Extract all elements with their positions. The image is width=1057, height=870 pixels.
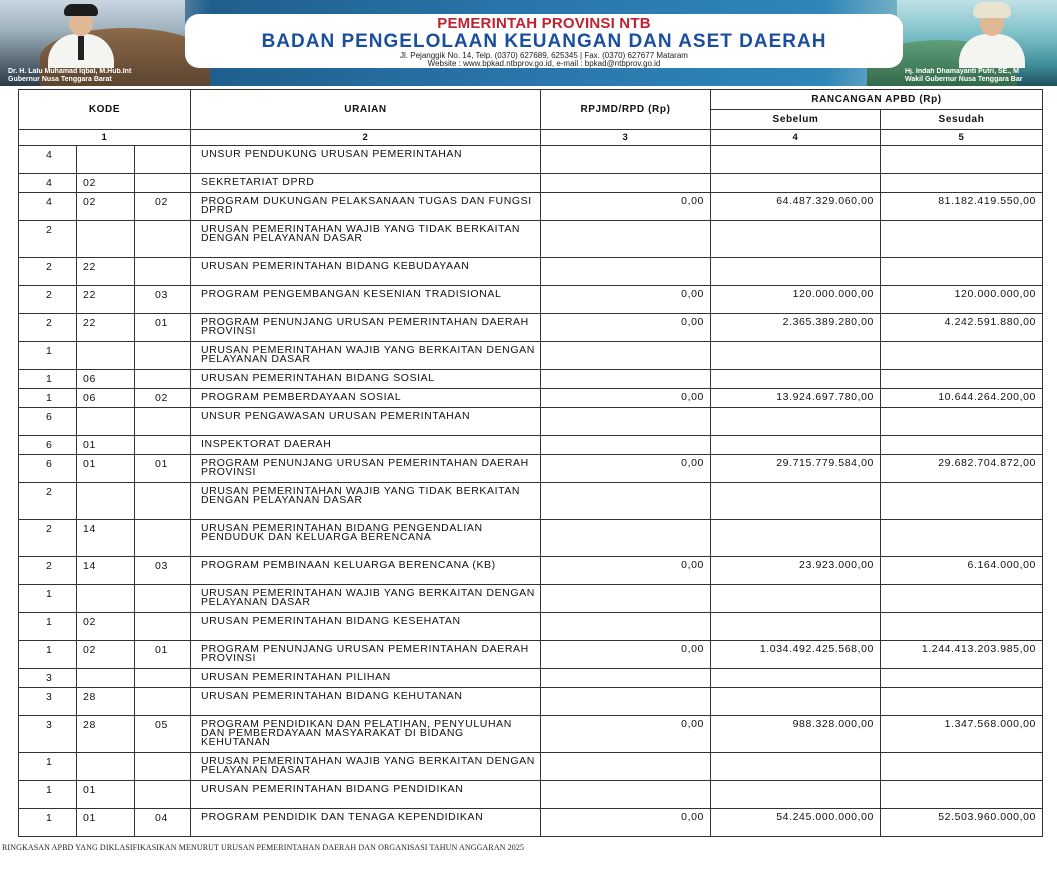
sebelum-cell: 29.715.779.584,00	[711, 455, 881, 483]
rpjmd-cell: 0,00	[541, 286, 711, 314]
kode-bidang: 14	[77, 557, 135, 585]
sebelum-cell	[711, 174, 881, 193]
kode-urusan: 2	[19, 520, 77, 557]
rpjmd-cell	[541, 781, 711, 809]
kode-bidang: 14	[77, 520, 135, 557]
rpjmd-cell	[541, 613, 711, 641]
kode-urusan: 1	[19, 809, 77, 837]
sebelum-cell: 23.923.000,00	[711, 557, 881, 585]
kode-bidang	[77, 669, 135, 688]
kode-bidang: 01	[77, 455, 135, 483]
kode-bidang: 06	[77, 370, 135, 389]
kode-urusan: 1	[19, 389, 77, 408]
rpjmd-cell: 0,00	[541, 314, 711, 342]
kode-bidang	[77, 146, 135, 174]
uraian-cell: URUSAN PEMERINTAHAN BIDANG SOSIAL	[191, 370, 541, 389]
kode-program	[135, 585, 191, 613]
sesudah-cell	[881, 585, 1043, 613]
sebelum-cell: 988.328.000,00	[711, 716, 881, 753]
sesudah-cell	[881, 520, 1043, 557]
rpjmd-cell: 0,00	[541, 641, 711, 669]
kode-bidang: 06	[77, 389, 135, 408]
kode-bidang: 28	[77, 716, 135, 753]
rpjmd-cell	[541, 258, 711, 286]
agency-website: Website : www.bpkad.ntbprov.go.id, e-mail : bpkad@ntbprov.go.id	[427, 59, 661, 68]
header-number-2: 2	[191, 130, 541, 146]
table-row	[19, 408, 1043, 436]
kode-bidang: 02	[77, 174, 135, 193]
rpjmd-cell	[541, 370, 711, 389]
vice-governor-photo	[955, 2, 1029, 66]
kode-program	[135, 688, 191, 716]
kode-urusan: 1	[19, 613, 77, 641]
kode-bidang: 01	[77, 809, 135, 837]
rpjmd-cell	[541, 483, 711, 520]
apbd-table-body	[19, 146, 1043, 837]
rpjmd-cell	[541, 146, 711, 174]
table-row	[19, 193, 1043, 221]
rpjmd-cell: 0,00	[541, 557, 711, 585]
kode-bidang	[77, 585, 135, 613]
kode-program: 01	[135, 314, 191, 342]
kode-bidang: 22	[77, 286, 135, 314]
sebelum-cell	[711, 436, 881, 455]
sesudah-cell	[881, 483, 1043, 520]
table-row	[19, 585, 1043, 613]
rpjmd-cell	[541, 520, 711, 557]
kode-urusan: 1	[19, 370, 77, 389]
rpjmd-cell: 0,00	[541, 193, 711, 221]
sebelum-cell	[711, 585, 881, 613]
kode-urusan: 6	[19, 455, 77, 483]
kode-bidang	[77, 753, 135, 781]
header-rancangan: RANCANGAN APBD (Rp)	[711, 90, 1043, 110]
kode-urusan: 2	[19, 557, 77, 585]
uraian-cell: PROGRAM PENGEMBANGAN KESENIAN TRADISIONAL	[191, 286, 541, 314]
table-row	[19, 342, 1043, 370]
rpjmd-cell	[541, 221, 711, 258]
kode-bidang: 02	[77, 613, 135, 641]
sebelum-cell	[711, 146, 881, 174]
table-row	[19, 809, 1043, 837]
kode-urusan: 1	[19, 342, 77, 370]
table-row	[19, 174, 1043, 193]
uraian-cell: INSPEKTORAT DAERAH	[191, 436, 541, 455]
kode-program	[135, 436, 191, 455]
table-row	[19, 258, 1043, 286]
governor-name: Dr. H. Lalu Muhamad Iqbal, M.Hub.Int	[8, 68, 132, 75]
agency-title-box	[185, 14, 903, 68]
kode-bidang: 02	[77, 641, 135, 669]
table-row	[19, 753, 1043, 781]
header-number-3: 3	[541, 130, 711, 146]
sebelum-cell: 54.245.000.000,00	[711, 809, 881, 837]
rpjmd-cell	[541, 436, 711, 455]
kode-program	[135, 258, 191, 286]
uraian-cell: PROGRAM DUKUNGAN PELAKSANAAN TUGAS DAN FUNGSI DPRD	[191, 193, 541, 221]
kode-program	[135, 370, 191, 389]
sesudah-cell: 1.347.568.000,00	[881, 716, 1043, 753]
header-banner	[0, 0, 1057, 86]
sesudah-cell	[881, 753, 1043, 781]
sesudah-cell	[881, 436, 1043, 455]
sesudah-cell	[881, 174, 1043, 193]
sesudah-cell	[881, 669, 1043, 688]
kode-program: 03	[135, 557, 191, 585]
sesudah-cell: 1.244.413.203.985,00	[881, 641, 1043, 669]
kode-program: 04	[135, 809, 191, 837]
kode-program	[135, 520, 191, 557]
table-row	[19, 688, 1043, 716]
sesudah-cell: 4.242.591.880,00	[881, 314, 1043, 342]
kode-program	[135, 781, 191, 809]
agency-address: Jl. Pejanggik No. 14, Telp. (0370) 627689, 625345 | Fax. (0370) 627677 Mataram	[400, 51, 688, 60]
kode-program: 02	[135, 193, 191, 221]
uraian-cell: URUSAN PEMERINTAHAN WAJIB YANG BERKAITAN DENGAN PELAYANAN DASAR	[191, 753, 541, 781]
sesudah-cell: 6.164.000,00	[881, 557, 1043, 585]
vice-governor-title: Wakil Gubernur Nusa Tenggara Bar	[905, 76, 1023, 83]
rpjmd-cell	[541, 174, 711, 193]
sesudah-cell	[881, 258, 1043, 286]
sesudah-cell	[881, 408, 1043, 436]
table-row	[19, 455, 1043, 483]
sebelum-cell: 13.924.697.780,00	[711, 389, 881, 408]
sebelum-cell: 120.000.000,00	[711, 286, 881, 314]
kode-program	[135, 669, 191, 688]
rpjmd-cell	[541, 753, 711, 781]
sebelum-cell	[711, 781, 881, 809]
vice-governor-caption	[905, 68, 1057, 84]
sesudah-cell: 29.682.704.872,00	[881, 455, 1043, 483]
sesudah-cell	[881, 370, 1043, 389]
table-row	[19, 314, 1043, 342]
rpjmd-cell: 0,00	[541, 389, 711, 408]
kode-bidang: 22	[77, 258, 135, 286]
kode-bidang: 02	[77, 193, 135, 221]
uraian-cell: PROGRAM PENDIDIK DAN TENAGA KEPENDIDIKAN	[191, 809, 541, 837]
table-row	[19, 389, 1043, 408]
apbd-table	[18, 89, 1043, 837]
table-row	[19, 146, 1043, 174]
governor-photo	[44, 2, 118, 66]
uraian-cell: SEKRETARIAT DPRD	[191, 174, 541, 193]
kode-urusan: 1	[19, 781, 77, 809]
sebelum-cell	[711, 483, 881, 520]
rpjmd-cell: 0,00	[541, 809, 711, 837]
kode-urusan: 6	[19, 436, 77, 455]
agency-name: BADAN PENGELOLAAN KEUANGAN DAN ASET DAERAH	[261, 31, 827, 52]
kode-program: 01	[135, 641, 191, 669]
header-number-5: 5	[881, 130, 1043, 146]
header-sesudah: Sesudah	[881, 110, 1043, 130]
kode-urusan: 3	[19, 669, 77, 688]
kode-bidang: 01	[77, 436, 135, 455]
rpjmd-cell	[541, 688, 711, 716]
uraian-cell: URUSAN PEMERINTAHAN WAJIB YANG BERKAITAN DENGAN PELAYANAN DASAR	[191, 342, 541, 370]
sebelum-cell	[711, 753, 881, 781]
rpjmd-cell: 0,00	[541, 716, 711, 753]
kode-program: 02	[135, 389, 191, 408]
uraian-cell: URUSAN PEMERINTAHAN WAJIB YANG TIDAK BERKAITAN DENGAN PELAYANAN DASAR	[191, 221, 541, 258]
kode-urusan: 4	[19, 146, 77, 174]
kode-bidang: 28	[77, 688, 135, 716]
kode-urusan: 4	[19, 174, 77, 193]
table-row	[19, 716, 1043, 753]
sesudah-cell	[881, 146, 1043, 174]
sebelum-cell	[711, 669, 881, 688]
table-row	[19, 483, 1043, 520]
sesudah-cell: 52.503.960.000,00	[881, 809, 1043, 837]
sebelum-cell	[711, 613, 881, 641]
sebelum-cell	[711, 258, 881, 286]
uraian-cell: URUSAN PEMERINTAHAN BIDANG KEHUTANAN	[191, 688, 541, 716]
rpjmd-cell	[541, 585, 711, 613]
kode-bidang	[77, 342, 135, 370]
kode-urusan: 2	[19, 221, 77, 258]
kode-program	[135, 342, 191, 370]
kode-urusan: 2	[19, 483, 77, 520]
rpjmd-cell	[541, 408, 711, 436]
kode-program: 05	[135, 716, 191, 753]
uraian-cell: URUSAN PEMERINTAHAN BIDANG PENGENDALIAN PENDUDUK DAN KELUARGA BERENCANA	[191, 520, 541, 557]
kode-program: 03	[135, 286, 191, 314]
province-title: PEMERINTAH PROVINSI NTB	[437, 15, 651, 32]
governor-title: Gubernur Nusa Tenggara Barat	[8, 76, 112, 83]
sebelum-cell: 1.034.492.425.568,00	[711, 641, 881, 669]
header-rpjmd: RPJMD/RPD (Rp)	[541, 90, 711, 130]
uraian-cell: UNSUR PENGAWASAN URUSAN PEMERINTAHAN	[191, 408, 541, 436]
table-row	[19, 641, 1043, 669]
sebelum-cell	[711, 342, 881, 370]
footnote: RINGKASAN APBD YANG DIKLASIFIKASIKAN MENURUT URUSAN PEMERINTAHAN DAERAH DAN ORGANISASI TAHUN ANGGARAN 2025	[2, 843, 525, 852]
sesudah-cell: 81.182.419.550,00	[881, 193, 1043, 221]
kode-urusan: 2	[19, 258, 77, 286]
sesudah-cell: 10.644.264.200,00	[881, 389, 1043, 408]
kode-urusan: 4	[19, 193, 77, 221]
table-row	[19, 370, 1043, 389]
kode-urusan: 3	[19, 716, 77, 753]
header-sebelum: Sebelum	[711, 110, 881, 130]
kode-program	[135, 221, 191, 258]
sesudah-cell	[881, 688, 1043, 716]
kode-program	[135, 174, 191, 193]
kode-bidang	[77, 408, 135, 436]
uraian-cell: PROGRAM PENUNJANG URUSAN PEMERINTAHAN DAERAH PROVINSI	[191, 455, 541, 483]
kode-urusan: 2	[19, 314, 77, 342]
kode-urusan: 2	[19, 286, 77, 314]
kode-program	[135, 753, 191, 781]
rpjmd-cell	[541, 669, 711, 688]
sesudah-cell	[881, 613, 1043, 641]
kode-program	[135, 408, 191, 436]
uraian-cell: UNSUR PENDUKUNG URUSAN PEMERINTAHAN	[191, 146, 541, 174]
uraian-cell: URUSAN PEMERINTAHAN BIDANG KESEHATAN	[191, 613, 541, 641]
uraian-cell: URUSAN PEMERINTAHAN BIDANG PENDIDIKAN	[191, 781, 541, 809]
sesudah-cell	[881, 221, 1043, 258]
kode-program: 01	[135, 455, 191, 483]
uraian-cell: PROGRAM PENUNJANG URUSAN PEMERINTAHAN DAERAH PROVINSI	[191, 641, 541, 669]
sebelum-cell: 64.487.329.060,00	[711, 193, 881, 221]
kode-urusan: 1	[19, 641, 77, 669]
table-row	[19, 557, 1043, 585]
uraian-cell: URUSAN PEMERINTAHAN WAJIB YANG TIDAK BERKAITAN DENGAN PELAYANAN DASAR	[191, 483, 541, 520]
table-row	[19, 286, 1043, 314]
kode-urusan: 1	[19, 585, 77, 613]
sebelum-cell	[711, 408, 881, 436]
sebelum-cell	[711, 520, 881, 557]
sesudah-cell	[881, 342, 1043, 370]
governor-caption	[8, 68, 188, 84]
header-number-4: 4	[711, 130, 881, 146]
uraian-cell: URUSAN PEMERINTAHAN BIDANG KEBUDAYAAN	[191, 258, 541, 286]
sebelum-cell	[711, 221, 881, 258]
table-row	[19, 520, 1043, 557]
uraian-cell: URUSAN PEMERINTAHAN PILIHAN	[191, 669, 541, 688]
table-row	[19, 613, 1043, 641]
uraian-cell: PROGRAM PEMBINAAN KELUARGA BERENCANA (KB)	[191, 557, 541, 585]
kode-program	[135, 613, 191, 641]
table-row	[19, 781, 1043, 809]
kode-program	[135, 146, 191, 174]
kode-bidang	[77, 221, 135, 258]
sebelum-cell: 2.365.389.280,00	[711, 314, 881, 342]
kode-bidang: 22	[77, 314, 135, 342]
sebelum-cell	[711, 370, 881, 389]
kode-urusan: 1	[19, 753, 77, 781]
rpjmd-cell: 0,00	[541, 455, 711, 483]
kode-bidang	[77, 483, 135, 520]
vice-governor-name: Hj. Indah Dhamayanti Putri, SE., M	[905, 68, 1019, 75]
uraian-cell: PROGRAM PENDIDIKAN DAN PELATIHAN, PENYULUHAN DAN PEMBERDAYAAN MASYARAKAT DI BIDANG KEHUTANAN	[191, 716, 541, 753]
kode-bidang: 01	[77, 781, 135, 809]
table-row	[19, 221, 1043, 258]
uraian-cell: PROGRAM PEMBERDAYAAN SOSIAL	[191, 389, 541, 408]
header-number-1: 1	[19, 130, 191, 146]
table-row	[19, 669, 1043, 688]
uraian-cell: URUSAN PEMERINTAHAN WAJIB YANG BERKAITAN DENGAN PELAYANAN DASAR	[191, 585, 541, 613]
kode-urusan: 3	[19, 688, 77, 716]
kode-program	[135, 483, 191, 520]
header-kode: KODE	[19, 90, 191, 130]
rpjmd-cell	[541, 342, 711, 370]
sesudah-cell	[881, 781, 1043, 809]
uraian-cell: PROGRAM PENUNJANG URUSAN PEMERINTAHAN DAERAH PROVINSI	[191, 314, 541, 342]
kode-urusan: 6	[19, 408, 77, 436]
header-uraian: URAIAN	[191, 90, 541, 130]
sesudah-cell: 120.000.000,00	[881, 286, 1043, 314]
sebelum-cell	[711, 688, 881, 716]
table-row	[19, 436, 1043, 455]
